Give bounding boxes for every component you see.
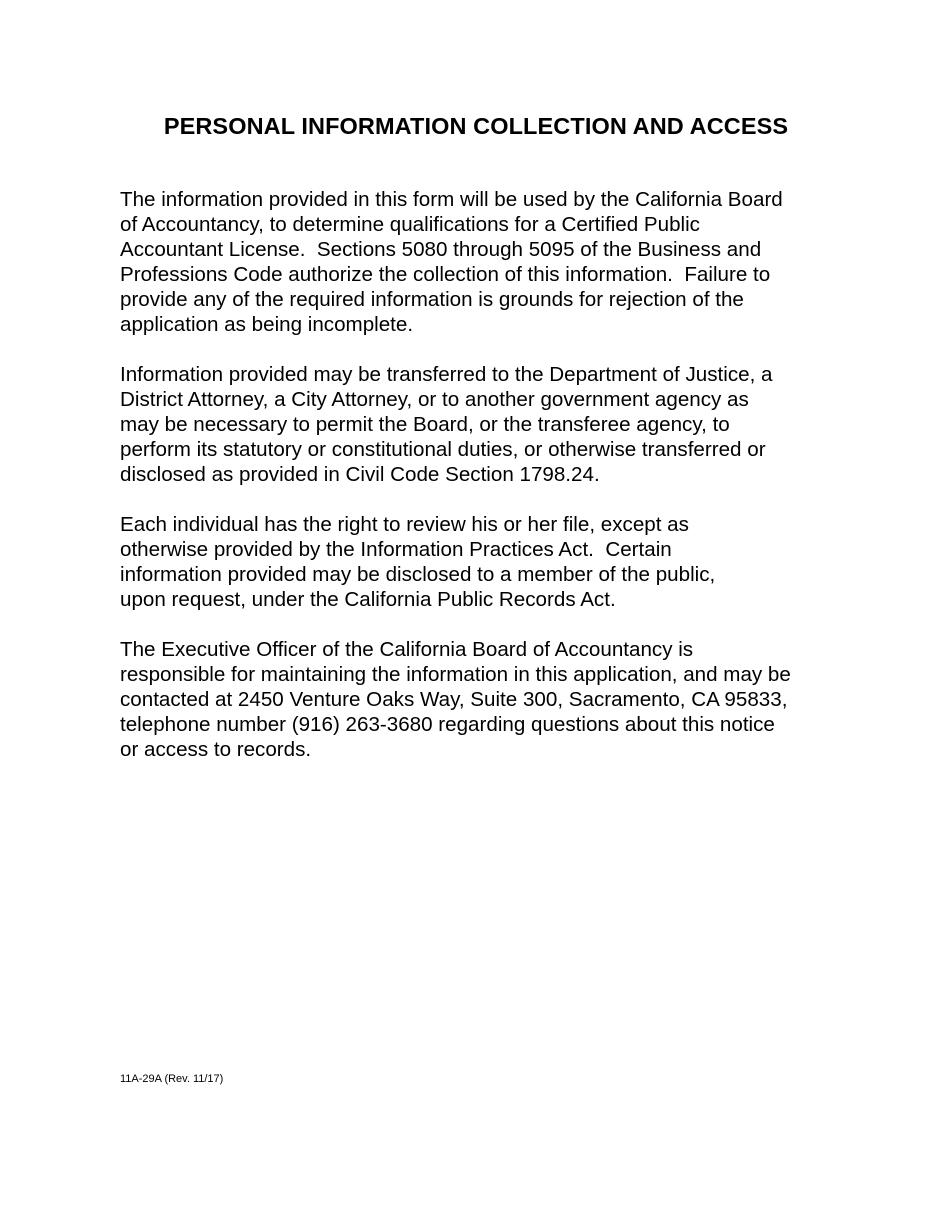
paragraph-line: application as being incomplete. xyxy=(120,313,414,336)
paragraph-disclosure xyxy=(120,362,840,487)
paragraph-line: information provided may be disclosed to a member of the public, xyxy=(120,563,716,586)
paragraph-line: provide any of the required information is grounds for rejection of the xyxy=(120,288,744,311)
paragraph-review-rights xyxy=(120,512,840,612)
paragraph-line: of Accountancy, to determine qualifications for a Certified Public xyxy=(120,213,700,236)
paragraph-line: Information provided may be transferred to the Department of Justice, a xyxy=(120,363,773,386)
paragraph-line: District Attorney, a City Attorney, or to another government agency as xyxy=(120,388,749,411)
paragraph-line: Each individual has the right to review his or her file, except as xyxy=(120,513,689,536)
paragraph-line: disclosed as provided in Civil Code Section 1798.24. xyxy=(120,463,600,486)
paragraph-line: The information provided in this form will be used by the California Board xyxy=(120,188,783,211)
paragraph-line: contacted at 2450 Venture Oaks Way, Suite 300, Sacramento, CA 95833, xyxy=(120,688,788,711)
form-number: 11A-29A (Rev. 11/17) xyxy=(120,1073,224,1085)
paragraph-line: telephone number (916) 263-3680 regarding questions about this notice xyxy=(120,713,775,736)
paragraph-line: Accountant License. Sections 5080 through 5095 of the Business and xyxy=(120,238,762,261)
paragraph-line: Professions Code authorize the collection of this information. Failure to xyxy=(120,263,771,286)
paragraph-line: may be necessary to permit the Board, or the transferee agency, to xyxy=(120,413,730,436)
paragraph-line: responsible for maintaining the information in this application, and may be xyxy=(120,663,791,686)
paragraph-line: The Executive Officer of the California Board of Accountancy is xyxy=(120,638,694,661)
paragraph-purpose xyxy=(120,187,840,337)
paragraph-contact xyxy=(120,637,840,762)
paragraph-line: perform its statutory or constitutional duties, or otherwise transferred or xyxy=(120,438,766,461)
paragraph-line: upon request, under the California Public Records Act. xyxy=(120,588,616,611)
paragraph-line: otherwise provided by the Information Practices Act. Certain xyxy=(120,538,672,561)
page-title: PERSONAL INFORMATION COLLECTION AND ACCESS xyxy=(163,113,789,139)
paragraph-line: or access to records. xyxy=(120,738,312,761)
